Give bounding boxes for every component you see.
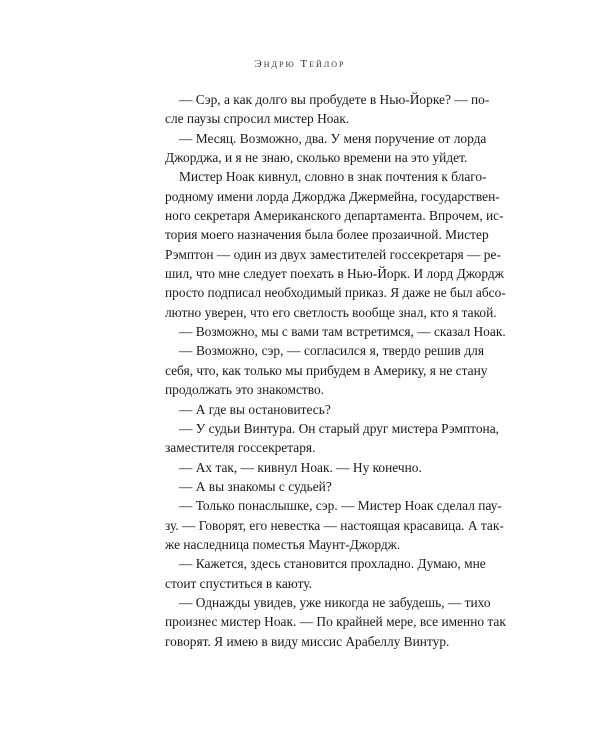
paragraph — [151, 477, 484, 496]
text-line: себя, что, как только мы прибудем в Америку, я не стану — [165, 362, 488, 378]
paragraph — [151, 129, 487, 168]
text-line: ного секретаря Американского департамента. Впрочем, ис- — [165, 208, 504, 224]
text-line: — Возможно, сэр, — согласился я, твердо решив для — [179, 343, 484, 359]
text-line: же наследница поместья Маунт-Джордж. — [165, 536, 401, 552]
text-line: — Ах так, — кивнул Ноак. — Ну конечно. — [179, 459, 422, 475]
paragraph — [151, 322, 506, 341]
text-line: шил, что мне следует поехать в Нью-Йорк. И лорд Джордж — [165, 266, 504, 282]
text-line: тория моего назначения была более прозаичной. Мистер — [165, 227, 489, 243]
text-line: лютно уверен, что его светлость вообще знал, кто я такой. — [165, 304, 497, 320]
paragraph — [151, 90, 490, 129]
paragraph — [151, 593, 506, 651]
paragraph — [151, 167, 506, 322]
text-line: зу. — Говорят, его невестка — настоящая красавица. А так- — [165, 517, 504, 533]
text-line: Рэмптон — один из двух заместителей госсекретаря — ре- — [165, 246, 501, 262]
text-line: — Сэр, а как долго вы пробудете в Нью-Йорке? — по- — [179, 92, 490, 107]
text-line: — Возможно, мы с вами там встретимся, — сказал Ноак. — [179, 324, 506, 340]
text-line: Мистер Ноак кивнул, словно в знак почтения к благо- — [179, 169, 487, 185]
paragraph — [151, 496, 504, 554]
paragraph — [151, 400, 484, 419]
text-line: — Кажется, здесь становится прохладно. Думаю, мне — [179, 556, 486, 572]
paragraph — [151, 554, 484, 593]
paragraph — [151, 419, 499, 458]
text-line: стоит спуститься в каюту. — [165, 575, 312, 591]
paragraph — [151, 458, 484, 477]
text-line: говорят. Я имею в виду миссис Арабеллу Винтур. — [165, 633, 450, 649]
text-line: произнес мистер Ноак. — По крайней мере, все именно так — [165, 614, 506, 630]
text-line: заместителя госсекретаря. — [165, 440, 316, 456]
text-line: сле паузы спросил мистер Ноак. — [165, 111, 350, 127]
running-head-author: Эндрю Тейлор — [254, 58, 346, 70]
text-line: — Однажды увидев, уже никогда не забудешь, — тихо — [179, 594, 491, 610]
text-line: просто подписал необходимый приказ. Я даже не был абсо- — [165, 285, 506, 301]
text-line: продолжать это знакомство. — [165, 382, 325, 398]
text-line: — А вы знакомы с судьей? — [179, 478, 332, 494]
text-line: — Только понаслышке, сэр. — Мистер Ноак сделал пау- — [179, 498, 502, 514]
paragraph — [151, 341, 488, 399]
text-line: родному имени лорда Джорджа Джермейна, государствен- — [165, 188, 500, 204]
text-line: — Месяц. Возможно, два. У меня поручение от лорда — [179, 130, 487, 146]
text-line: Джорджа, и я не знаю, сколько времени на это уйдет. — [165, 150, 468, 166]
text-line: — У судьи Винтура. Он старый друг мистера Рэмптона, — [179, 420, 499, 436]
body-text — [151, 90, 506, 651]
text-line: — А где вы остановитесь? — [179, 401, 331, 417]
